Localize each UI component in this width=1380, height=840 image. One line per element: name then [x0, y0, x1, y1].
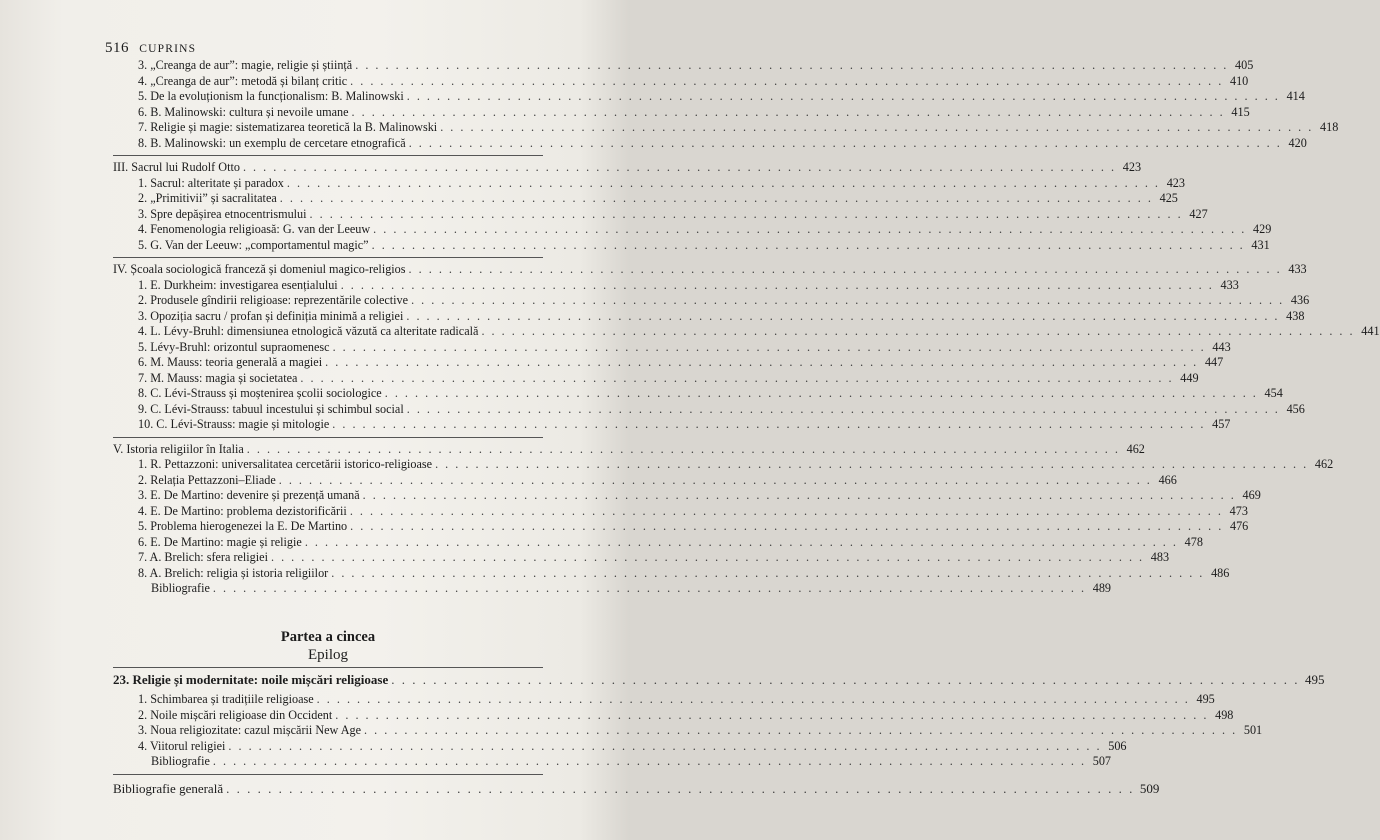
toc-entry: [113, 89, 1305, 105]
toc-entry-page: 433: [1220, 277, 1239, 292]
toc-section-V: [113, 441, 1145, 458]
toc-entry-page: 405: [1235, 58, 1254, 72]
section-divider: [113, 437, 543, 438]
toc-entry-page: 457: [1212, 417, 1231, 431]
part-subtitle: Epilog: [308, 646, 348, 663]
toc-entry: [113, 472, 1177, 489]
toc-section-label: III. Sacrul lui Rudolf Otto: [113, 160, 240, 174]
toc-entry: [113, 293, 1310, 309]
toc-section-page: 462: [1126, 441, 1145, 456]
toc-entry-page: 473: [1229, 503, 1248, 518]
toc-entry-page: 415: [1231, 104, 1250, 119]
page-header: [105, 40, 196, 57]
toc-section-IV: [113, 262, 1307, 278]
toc-entry-label: 3. Opoziția sacru / profan și definiția minimă a religiei: [138, 308, 404, 323]
toc-entry: [113, 723, 1263, 739]
toc-entry: [113, 104, 1250, 121]
toc-entry: [113, 457, 1334, 473]
toc-entry: [113, 386, 1283, 402]
toc-entry: [113, 308, 1305, 325]
toc-entry-page: 431: [1251, 237, 1270, 252]
toc-entry-page: 486: [1211, 565, 1230, 580]
toc-entry-label: 4. „Creanga de aur”: metodă și bilanț critic: [138, 73, 348, 88]
toc-entry-page: 436: [1290, 293, 1310, 307]
section-divider: [113, 155, 543, 156]
toc-entry-label: 4. E. De Martino: problema dezistorificării: [138, 503, 347, 518]
toc-entry-label: 6. M. Mauss: teoria generală a magiei: [138, 355, 323, 369]
toc-entry-label: 6. E. De Martino: magie și religie: [138, 534, 302, 549]
toc-entry-page: 469: [1242, 488, 1261, 502]
toc-entry: [113, 135, 1307, 152]
toc-entry-label: 9. C. Lévi-Strauss: tabuul incestului și schimbul social: [138, 401, 404, 416]
section-divider: [113, 257, 543, 258]
toc-entry-label: 5. Problema hierogenezei la E. De Martino: [138, 519, 348, 533]
table-of-contents: [113, 58, 1380, 799]
toc-entry-label: 2. „Primitivii” și sacralitatea: [138, 191, 277, 205]
toc-entry: [113, 175, 1185, 192]
toc-entry-page: 466: [1158, 472, 1177, 487]
toc-entry-label: 1. Schimbarea și tradițiile religioase: [138, 692, 314, 706]
toc-entry: [113, 324, 1380, 340]
toc-section-label: IV. Școala sociologică franceză și domeniul magico-religios: [113, 262, 406, 276]
toc-entry: [113, 73, 1249, 90]
toc-entry: [113, 401, 1305, 418]
toc-entry-label: 8. A. Brelich: religia și istoria religiilor: [138, 565, 329, 580]
toc-entry-page: 449: [1180, 370, 1199, 385]
toc-entry: [113, 339, 1231, 356]
toc-entry-label: 5. De la evoluționism la funcționalism: B. Malinowski: [138, 89, 404, 103]
toc-entry: [113, 222, 1272, 238]
toc-entry: [113, 707, 1234, 724]
toc-entry-page: 495: [1196, 692, 1215, 706]
toc-entry: [113, 488, 1261, 504]
toc-entry: [113, 550, 1170, 566]
toc-entry: [113, 370, 1199, 387]
toc-entry-page: 476: [1229, 519, 1249, 533]
toc-entry: [113, 519, 1249, 535]
toc-entry-label: 5. G. Van der Leeuw: „comportamentul magic”: [138, 237, 369, 252]
toc-entry-page: 420: [1288, 135, 1307, 150]
toc-entry-page: 410: [1229, 73, 1249, 88]
toc-entry-label: 4. Fenomenologia religioasă: G. van der Leeuw: [138, 222, 371, 236]
toc-entry-page: 462: [1314, 457, 1334, 471]
toc-entry-label: 4. L. Lévy-Bruhl: dimensiunea etnologică văzută ca alteritate radicală: [138, 324, 479, 338]
toc-entry: [113, 120, 1339, 136]
toc-entry-label: 1. E. Durkheim: investigarea esențialului: [138, 277, 338, 292]
toc-entry-label: 1. Sacrul: alteritate și paradox: [138, 175, 284, 190]
toc-entry-page: 454: [1264, 386, 1283, 400]
toc-section-label: V. Istoria religiilor în Italia: [113, 441, 244, 456]
toc-entry: [113, 503, 1248, 520]
toc-bibliography-page: 507: [1092, 754, 1111, 768]
toc-bibliography-label: Bibliografie: [151, 754, 210, 768]
section-divider: [113, 667, 543, 668]
toc-entry: [113, 58, 1254, 74]
toc-entry-label: 6. B. Malinowski: cultura și nevoile umane: [138, 104, 349, 119]
toc-entry-label: 1. R. Pettazzoni: universalitatea cercetării istorico-religioase: [138, 457, 433, 471]
page-number: 516: [105, 40, 129, 56]
section-divider: [113, 774, 543, 775]
toc-chapter-label: 23. Religie și modernitate: noile mișcări religioase: [113, 671, 389, 687]
toc-entry-label: 3. E. De Martino: devenire și prezență umană: [138, 488, 360, 502]
toc-bibliography: [113, 754, 1111, 770]
toc-entry: [113, 738, 1127, 755]
toc-entry-label: 5. Lévy-Bruhl: orizontul supraomenesc: [138, 339, 330, 354]
toc-entry-page: 425: [1159, 191, 1178, 205]
running-title: CUPRINS: [139, 43, 197, 55]
toc-general-bibliography-page: 509: [1139, 780, 1160, 796]
toc-entry: [113, 692, 1215, 708]
toc-bibliography-label: Bibliografie: [151, 581, 210, 595]
toc-entry: [113, 277, 1239, 294]
toc-entry-page: 483: [1150, 550, 1170, 564]
toc-entry: [113, 191, 1178, 207]
toc-bibliography: [113, 581, 1111, 597]
toc-entry: [113, 355, 1224, 371]
toc-entry-page: 456: [1286, 401, 1305, 416]
toc-entry-page: 447: [1204, 355, 1224, 369]
toc-entry-page: 429: [1253, 222, 1272, 236]
toc-entry: [113, 565, 1230, 582]
toc-entry-label: 3. „Creanga de aur”: magie, religie și știință: [138, 58, 353, 72]
toc-entry: [113, 237, 1270, 254]
toc-entry-page: 506: [1108, 738, 1127, 753]
toc-entry-label: 4. Viitorul religiei: [138, 738, 226, 753]
toc-entry-page: 441: [1361, 324, 1380, 338]
toc-entry: [113, 417, 1231, 433]
toc-entry-label: 7. M. Mauss: magia și societatea: [138, 370, 298, 385]
toc-section-III: [113, 160, 1142, 176]
toc-entry-page: 423: [1166, 175, 1185, 190]
part-title: Partea a cincea: [280, 628, 376, 645]
toc-section-page: 433: [1288, 262, 1307, 276]
toc-entry-page: 501: [1243, 723, 1263, 737]
toc-entry-label: 7. A. Brelich: sfera religiei: [138, 550, 268, 564]
toc-entry-page: 418: [1320, 120, 1339, 134]
toc-entry-page: 427: [1189, 206, 1208, 221]
toc-entry: [113, 534, 1203, 551]
toc-chapter-23: [113, 671, 1325, 688]
toc-general-bibliography: [113, 779, 1160, 799]
toc-chapter-page: 495: [1304, 671, 1325, 687]
toc-general-bibliography-label: Bibliografie generală: [113, 780, 224, 796]
toc-entry-label: 2. Produsele gîndirii religioase: reprezentările colective: [138, 293, 409, 307]
toc-section-page: 423: [1122, 160, 1142, 174]
toc-entry-label: 8. C. Lévi-Strauss și moștenirea școlii sociologice: [138, 386, 382, 400]
toc-entry-label: 7. Religie și magie: sistematizarea teoretică la B. Malinowski: [138, 120, 438, 134]
toc-entry-label: 3. Noua religiozitate: cazul mișcării New Age: [138, 723, 362, 737]
toc-bibliography-page: 489: [1092, 581, 1111, 595]
toc-entry-page: 498: [1215, 707, 1234, 722]
toc-entry-page: 478: [1184, 534, 1203, 549]
toc-entry-label: 8. B. Malinowski: un exemplu de cercetare etnografică: [138, 135, 406, 150]
toc-entry-page: 443: [1212, 339, 1231, 354]
toc-entry-page: 438: [1286, 308, 1305, 323]
toc-entry: [113, 206, 1208, 223]
toc-entry-label: 10. C. Lévi-Strauss: magie și mitologie: [138, 417, 330, 431]
toc-entry-label: 3. Spre depășirea etnocentrismului: [138, 206, 307, 221]
toc-entry-label: 2. Noile mișcări religioase din Occident: [138, 707, 333, 722]
toc-entry-label: 2. Relația Pettazzoni–Eliade: [138, 472, 276, 487]
toc-entry-page: 414: [1286, 89, 1305, 103]
